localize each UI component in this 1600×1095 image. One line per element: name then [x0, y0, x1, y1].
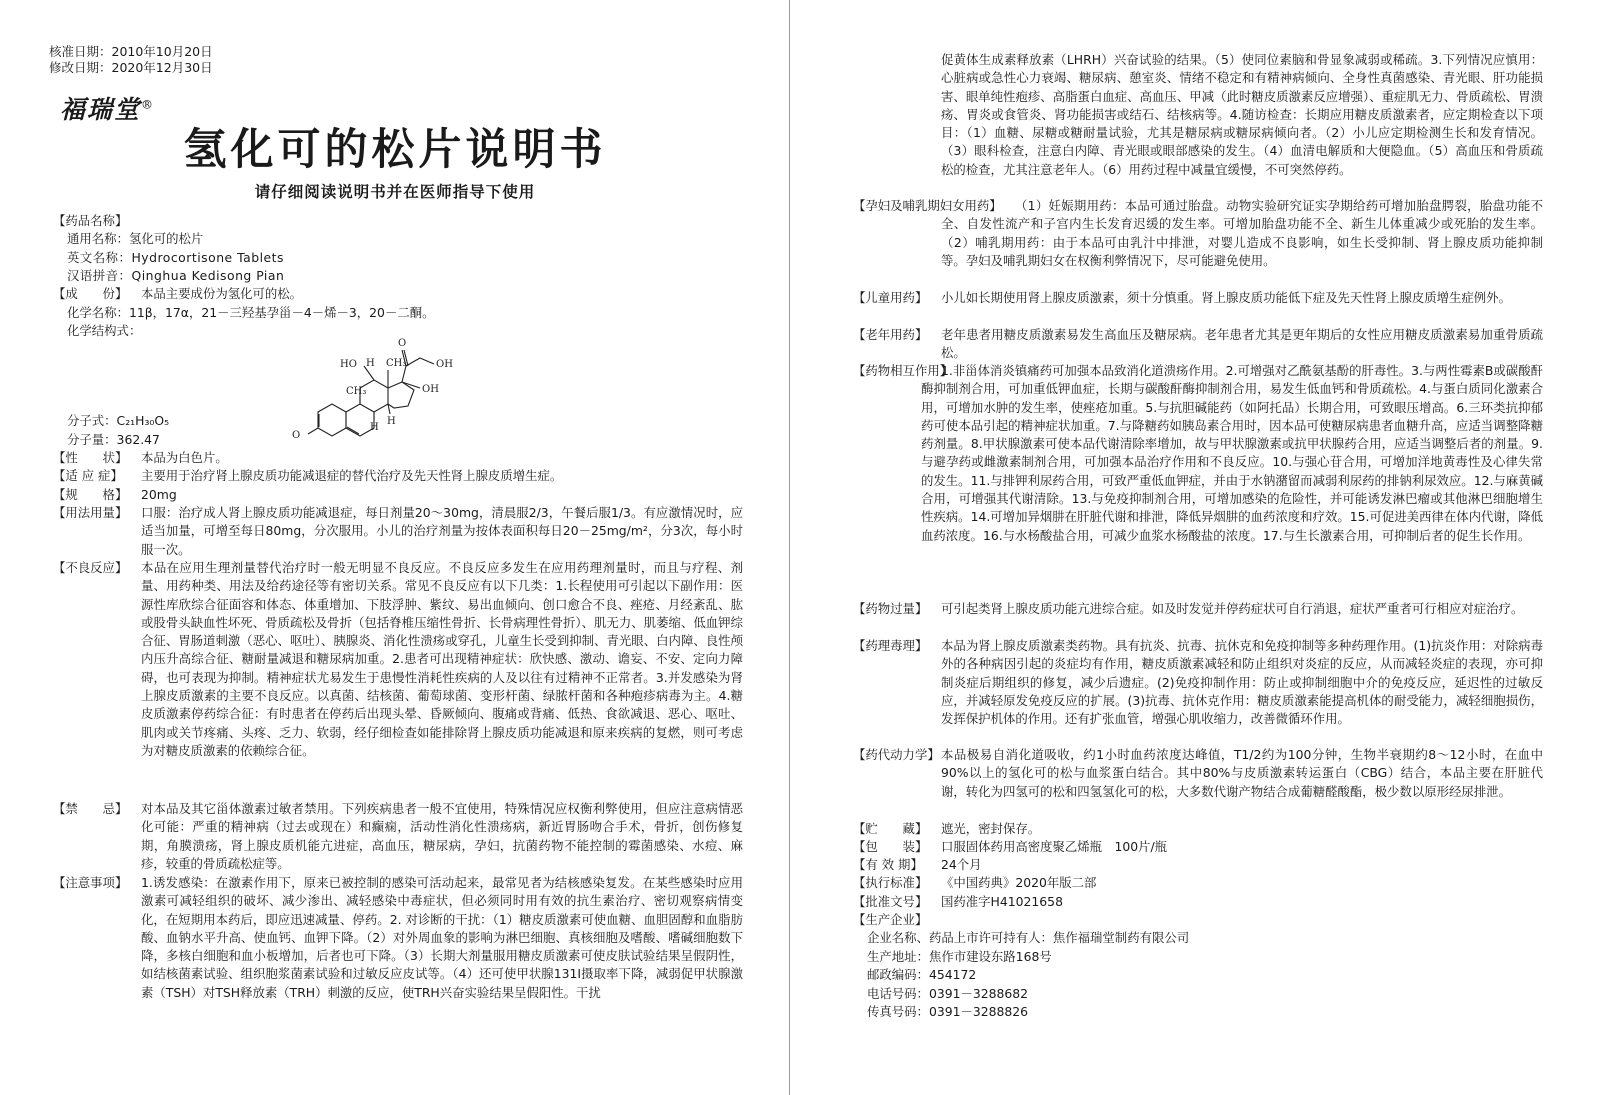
manufacturer-phone: 电话号码：0391－3288682 — [867, 986, 1029, 1001]
chemical-name: 化学名称：11β，17α，21－三羟基孕甾－4－烯－3，20－二酮。 — [67, 305, 435, 320]
structure-label: 化学结构式： — [67, 323, 142, 338]
section-label-adverse-reactions: 【不良反应】 — [53, 560, 128, 575]
section-label-manufacturer: 【生产企业】 — [853, 912, 928, 927]
section-pediatric — [853, 289, 1543, 307]
section-pharmacokinetics — [853, 746, 1543, 801]
generic-name: 通用名称：氢化可的松片 — [67, 231, 204, 246]
section-label-interactions: 【药物相互作用】 — [853, 363, 953, 378]
interactions-text: 1.非甾体消炎镇痛药可加强本品致消化道溃疡作用。2.可增强对乙酰氨基酚的肝毒性。3.与两性霉素B或碳酸酐酶抑制剂合用，可加重低钾血症，长期与碳酸酐酶抑制剂合用，易发生低血钙和骨质疏松。4.与蛋白质同化激素合用，可增加水肿的发生率，使痤疮加重。5.与抗胆碱能药（如阿托品）长期合用，可致眼压增高。6.三环类抗抑郁药可使本品引起的精神症状加重。7.与降糖药如胰岛素合用时，因本品可使糖尿病患者血糖升高，应适当调整降糖药剂量。8.甲状腺激素可使本品代谢清除率增加，故与甲状腺激素或抗甲状腺药合用，应适当调整后者的剂量。9.与避孕药或雌激素制剂合用，可加强本品治疗作用和不良反应。10.与强心苷合用，可增加洋地黄毒性及心律失常的发生。11.与排钾利尿药合用，可致严重低血钾症，并由于水钠潴留而减弱利尿药的排钠利尿效应。12.与麻黄碱合用，可增强其代谢清除。13.与免疫抑制剂合用，可增加感染的危险性，并可能诱发淋巴瘤或其他淋巴细胞增生性疾病。14.可增加异烟肼在肝脏代谢和排泄，降低异烟肼的血药浓度和疗效。15.可促进美西律在体内代谢，降低血药浓度。16.与水杨酸盐合用，可减少血浆水杨酸盐的浓度。17.与生长激素合用，可抑制后者的促生长作用。 — [921, 363, 1543, 543]
section-indications — [53, 467, 743, 485]
section-label-dosage: 【用法用量】 — [53, 505, 128, 520]
section-pregnancy — [853, 197, 1543, 270]
precautions-continued-text: 促黄体生成素释放素（LHRH）兴奋试验的结果。（5）使同位素脑和骨显象减弱或稀疏。3.下列情况应慎用：心脏病或急性心力衰竭、糖尿病、憩室炎、情绪不稳定和有精神病倾向、全身性真菌感染、青光眼、肝功能损害、眼单纯性疱疹、高脂蛋白血症、高血压、甲减（此时糖皮质激素反应增强）、重症肌无力、骨质疏松、胃溃疡、胃炎或食管炎、肾功能损害或结石、结核病等。4.随访检查：长期应用糖皮质激素者，应定期检查以下项目：（1）血糖、尿糖或糖耐量试验，尤其是糖尿病或糖尿病倾向者。（2）小儿应定期检测生长和发育情况。（3）眼科检查，注意白内障、青光眼或眼部感染的发生。（4）血清电解质和大便隐血。（5）高血压和骨质疏松的检查，尤其注意老年人。（6）用药过程中减量宜缓慢，不可突然停药。 — [941, 52, 1543, 177]
manufacturer-address: 生产地址：焦作市建设东路168号 — [867, 949, 1052, 964]
section-composition — [53, 285, 743, 303]
brand-text: 福瑞堂 — [60, 95, 142, 124]
section-description — [53, 449, 743, 467]
section-overdose — [853, 600, 1543, 618]
section-approval-number — [853, 893, 1543, 911]
section-label-pharmacokinetics: 【药代动力学】 — [853, 747, 940, 762]
section-precautions — [53, 874, 743, 1002]
document-title: 氢化可的松片说明书 — [183, 125, 607, 175]
adverse-reactions-text: 本品在应用生理剂量替代治疗时一般无明显不良反应。不良反应多发生在应用药理剂量时，而且与疗程、剂量、用药种类、用法及给药途径等有密切关系。常见不良反应有以下几类：1.长程使用可引起以下副作用：医源性库欣综合征面容和体态、体重增加、下肢浮肿、紫纹、易出血倾向、创口愈合不良、痤疮、月经紊乱、肱或股骨头缺血性坏死、骨质疏松及骨折（包括脊椎压缩性骨折、长骨病理性骨折）、肌无力、肌萎缩、低血钾综合征、胃肠道刺激（恶心、呕吐）、胰腺炎、消化性溃疡或穿孔，儿童生长受到抑制、青光眼、白内障、良性颅内压升高综合征、糖耐量减退和糖尿病加重。2.患者可出现精神症状：欣快感、激动、谵妄、不安、定向力障碍，也可表现为抑制。精神症状尤易发生于患慢性消耗性疾病的人及以往有过精神不正常者。3.并发感染为肾上腺皮质激素的主要不良反应。以真菌、结核菌、葡萄球菌、变形杆菌、绿脓杆菌和各种疱疹病毒为主。4.糖皮质激素停药综合征：有时患者在停药后出现头晕、昏厥倾向、腹痛或背痛、低热、食欲减退、恶心、呕吐、肌肉或关节疼痛、头疼、乏力、软弱，经仔细检查如能排除肾上腺皮质功能减退和原来疾病的复燃，则可考虑为对糖皮质激素的依赖综合征。 — [141, 560, 743, 758]
atom-h-c9: H — [370, 422, 379, 433]
overdose-text: 可引起类肾上腺皮质功能亢进综合症。如及时发觉并停药症状可自行消退，症状严重者可行相应对症治疗。 — [941, 601, 1524, 616]
section-label-precautions: 【注意事项】 — [53, 875, 128, 890]
precautions-text: 1.诱发感染：在激素作用下，原来已被控制的感染可活动起来，最常见者为结核感染复发。在某些感染时应用激素可减轻组织的破坏、减少渗出、减轻感染中毒症状，但必须同时用有效的抗生素治疗、密切观察病情变化，在短期用本药后，即应迅速减量、停药。2. 对诊断的干扰：（1）糖皮质激素可使血糖、血胆固醇和血脂肪酸、血钠水平升高、使血钙、血钾下降。（2）对外周血象的影响为淋巴细胞、真核细胞及嗜酸、嗜碱细胞数下降，多核白细胞和血小板增加，后者也可下降。（3）长期大剂量服用糖皮质激素可使皮肤试验结果呈假阴性，如结核菌素试验、组织胞浆菌素试验和过敏反应皮试等。（4）还可使甲状腺131I摄取率下降，减弱促甲状腺激素（TSH）对TSH释放素（TRH）刺激的反应，使TRH兴奋实验结果呈假阳性。干扰 — [141, 875, 743, 1000]
section-specification — [53, 486, 743, 504]
atom-h-c14: H — [387, 416, 396, 427]
section-label-indications: 【适 应 症】 — [53, 468, 123, 483]
chemical-structure-diagram — [290, 330, 480, 445]
section-label-storage: 【贮 藏】 — [853, 821, 928, 836]
atom-oh-side: OH — [436, 359, 453, 370]
section-validity — [853, 856, 1543, 874]
atom-ch3-left: CH₃ — [346, 386, 367, 397]
storage-text: 遮光，密封保存。 — [941, 821, 1041, 836]
manufacturer-fax: 传真号码：0391－3288826 — [867, 1004, 1029, 1019]
atom-o-ketone: O — [292, 430, 301, 441]
section-package — [853, 838, 1543, 856]
composition-text: 本品主要成份为氢化可的松。 — [141, 286, 303, 301]
indications-text: 主要用于治疗肾上腺皮质功能减退症的替代治疗及先天性肾上腺皮质增生症。 — [141, 468, 563, 483]
revision-date: 修改日期：2020年12月30日 — [49, 60, 213, 75]
page-edge-left — [789, 0, 790, 1095]
section-interactions — [853, 362, 1543, 545]
right-page — [800, 0, 1600, 1095]
molecular-weight: 分子量：362.47 — [67, 432, 160, 447]
section-geriatric — [853, 326, 1543, 363]
section-label-standard: 【执行标准】 — [853, 875, 928, 890]
section-label-approval-number: 【批准文号】 — [853, 894, 928, 909]
section-label-pediatric: 【儿童用药】 — [853, 290, 928, 305]
registered-mark: ® — [141, 97, 156, 112]
pediatric-text: 小儿如长期使用肾上腺皮质激素，须十分慎重。肾上腺皮质功能低下症及先天性肾上腺皮质增生症例外。 — [941, 290, 1511, 305]
molecular-formula: 分子式：C₂₁H₃₀O₅ — [67, 413, 170, 428]
section-storage — [853, 820, 1543, 838]
section-label-geriatric: 【老年用药】 — [853, 327, 928, 342]
validity-text: 24个月 — [941, 857, 982, 872]
pharmacology-text: 本品为肾上腺皮质激素类药物。具有抗炎、抗毒、抗休克和免疫抑制等多种药理作用。(1)抗炎作用：对除病毒外的各种病因引起的炎症均有作用，糖皮质激素减轻和防止组织对炎症的反应，从而减轻炎症的表现，亦可抑制炎症后期组织的修复，减少后遗症。(2)免疫抑制作用：防止或抑制细胞中介的免疫反应，延迟性的过敏反应，并减轻原发免疫反应的扩展。(3)抗毒、抗休克作用：糖皮质激素能提高机体的耐受能力，减轻细胞损伤，发挥保护机体的作用。还有扩张血管，增强心肌收缩力，改善微循环作用。 — [941, 638, 1543, 727]
standard-text: 《中国药典》2020年版二部 — [941, 875, 1097, 890]
approval-date: 核准日期：2010年10月20日 — [49, 44, 213, 59]
atom-ho: HO — [340, 359, 357, 370]
manufacturer-postcode: 邮政编码：454172 — [867, 967, 977, 982]
section-adverse-reactions — [53, 559, 743, 760]
left-page — [0, 0, 790, 1095]
section-precautions-continued — [853, 51, 1543, 179]
section-dosage — [53, 504, 743, 559]
atom-o-side: O — [398, 338, 407, 349]
description-text: 本品为白色片。 — [141, 450, 228, 465]
dates-block — [49, 44, 213, 76]
section-standard — [853, 874, 1543, 892]
section-label-description: 【性 状】 — [53, 450, 128, 465]
english-name: 英文名称：Hydrocortisone Tablets — [67, 250, 284, 265]
dosage-text: 口服：治疗成人肾上腺皮质功能减退症，每日剂量20～30mg，清晨服2/3，午餐后服1/3。有应激情况时，应适当加量，可增至每日80mg，分次服用。小儿的治疗剂量为按体表面积每日20－25mg/m²，分3次，每小时服一次。 — [141, 505, 743, 557]
section-label-contraindications: 【禁 忌】 — [53, 801, 128, 816]
geriatric-text: 老年患者用糖皮质激素易发生高血压及糖尿病。老年患者尤其是更年期后的女性应用糖皮质激素易加重骨质疏松。 — [941, 327, 1543, 361]
section-label-pregnancy: 【孕妇及哺乳期妇女用药】 — [853, 198, 1002, 213]
contraindications-text: 对本品及其它甾体激素过敏者禁用。下列疾病患者一般不宜使用，特殊情况应权衡利弊使用，但应注意病情恶化可能：严重的精神病（过去或现在）和癫痫，活动性消化性溃疡病，新近胃肠吻合手术，骨折，创伤修复期，角膜溃疡，肾上腺皮质机能亢进症，高血压，糖尿病，孕妇，抗菌药物不能控制的霉菌感染、水痘、麻疹，较重的骨质疏松症等。 — [141, 801, 743, 871]
section-label-package: 【包 装】 — [853, 839, 928, 854]
pinyin-name: 汉语拼音：Qinghua Kedisong Pian — [67, 268, 285, 283]
section-label-pharmacology: 【药理毒理】 — [853, 638, 928, 653]
pregnancy-text: （1）妊娠期用药：本品可通过胎盘。动物实验研究证实孕期给药可增加胎盘腭裂，胎盘功能不全、自发性流产和子宫内生长发育迟缓的发生率。可增加胎盘功能不全、新生儿体重减少或死胎的发生率。（2）哺乳期用药：由于本品可由乳汁中排泄，对婴儿造成不良影响，如生长受抑制、肾上腺皮质功能抑制等。孕妇及哺乳期妇女在权衡利弊情况下，尽可能避免使用。 — [941, 198, 1543, 268]
section-label-composition: 【成 份】 — [53, 286, 128, 301]
pharmacokinetics-text: 本品极易自消化道吸收，约1小时血药浓度达峰值，T1/2约为100分钟，生物半衰期约8～12小时，在血中90%以上的氢化可的松与血浆蛋白结合。其中80%与皮质激素转运蛋白（CBG）结合，本品主要在肝脏代谢，转化为四氢可的松和四氢氢化可的松，大多数代谢产物结合成葡糖醛酸酯，极少数以原形经尿排泄。 — [941, 747, 1543, 799]
atom-h-top: H — [366, 358, 375, 369]
atom-ch3-top: CH₃ — [386, 358, 407, 369]
section-pharmacology — [853, 637, 1543, 728]
package-text: 口服固体药用高密度聚乙烯瓶 100片/瓶 — [941, 839, 1168, 854]
atom-oh-ring: OH — [422, 384, 439, 395]
approval-number-text: 国药准字H41021658 — [941, 894, 1063, 909]
section-label-overdose: 【药物过量】 — [853, 601, 928, 616]
manufacturer-company: 企业名称、药品上市许可持有人：焦作福瑞堂制药有限公司 — [867, 930, 1190, 945]
section-contraindications — [53, 800, 743, 873]
document-subtitle: 请仔细阅读说明书并在医师指导下使用 — [254, 183, 536, 201]
specification-text: 20mg — [141, 487, 177, 502]
section-label-specification: 【规 格】 — [53, 487, 128, 502]
brand-logo — [60, 90, 155, 126]
section-label-validity: 【有 效 期】 — [853, 857, 923, 872]
section-label-drug-name: 【药品名称】 — [53, 213, 128, 228]
